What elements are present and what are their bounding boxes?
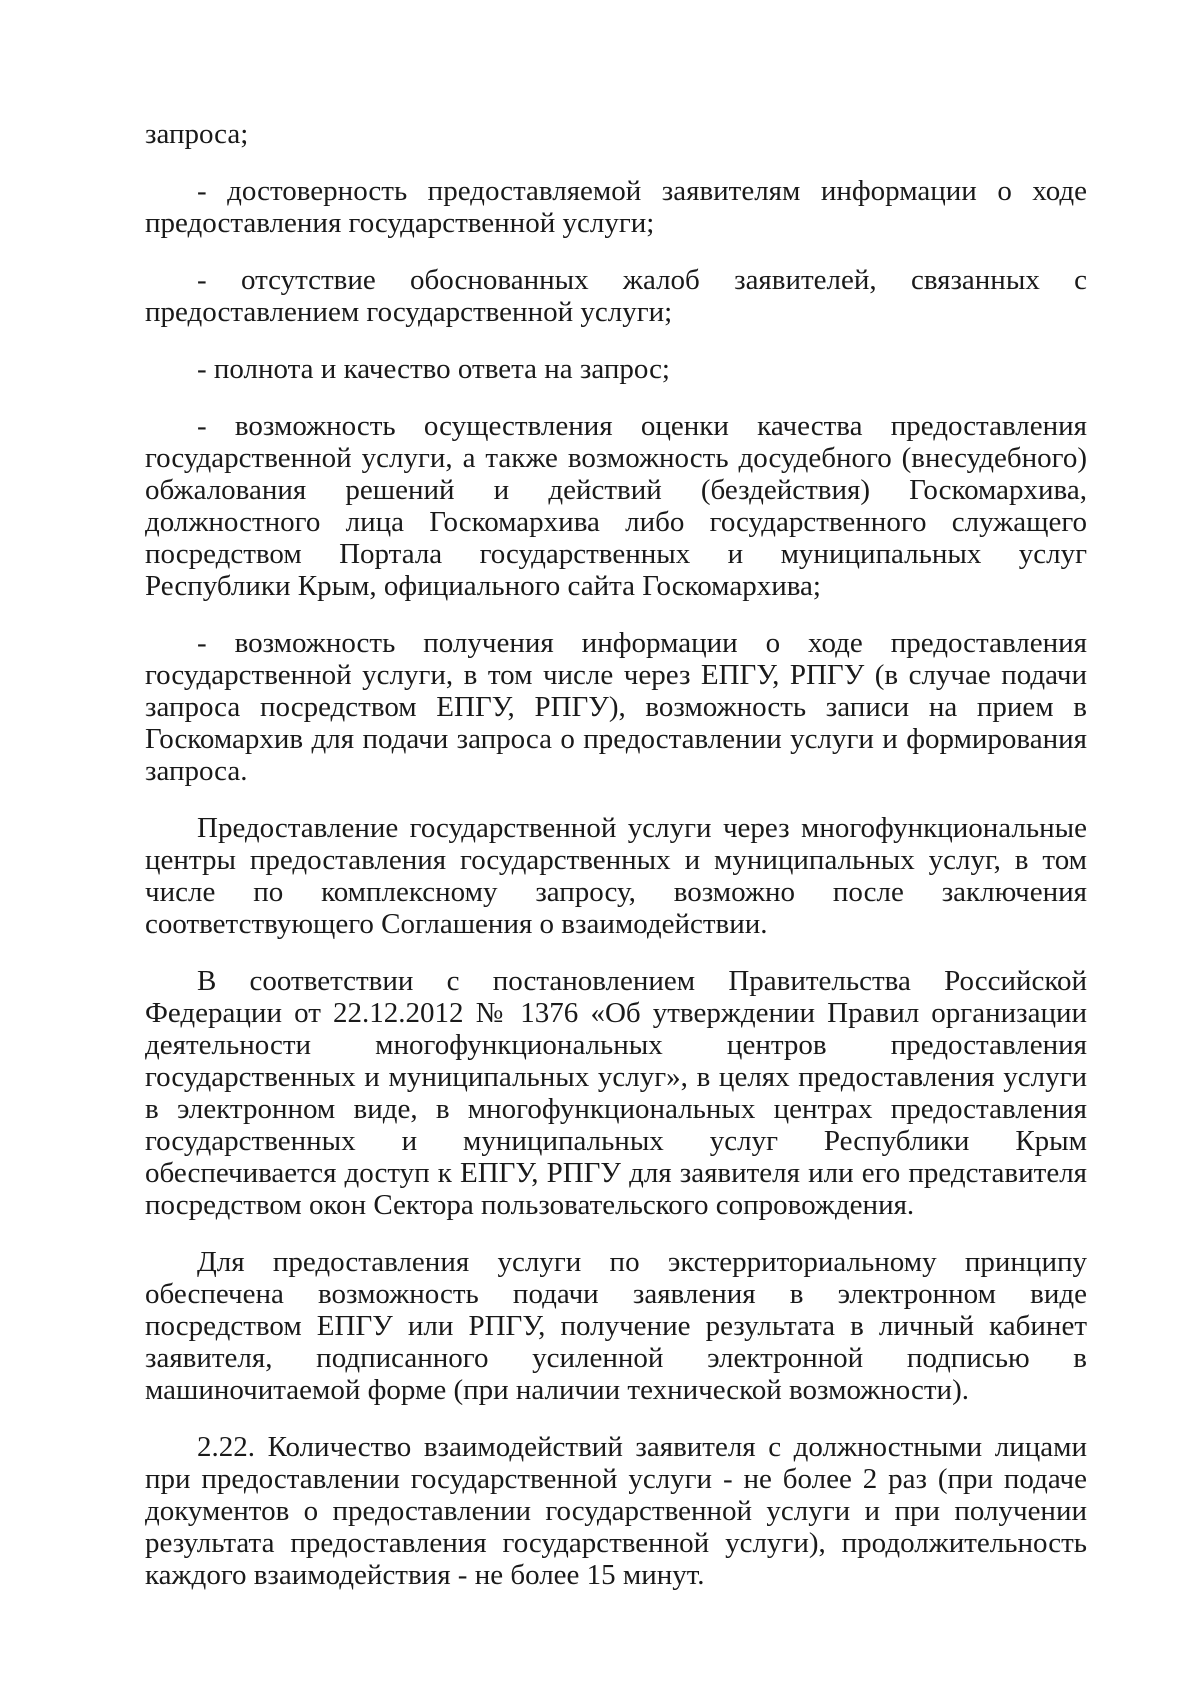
paragraph-section-2-22: 2.22. Количество взаимодействий заявителя с должностными лицами при предоставлении государственной услуги - не более 2 раз (при подаче документов о предоставлении государственной услуги и при получении результата предоставления государственной услуги), продолжительность каждого взаимодействия - не более 15 минут. [145,1431,1087,1591]
paragraph-government-decree: В соответствии с постановлением Правительства Российской Федерации от 22.12.2012 № 1376 «Об утверждении Правил организации деятельности многофункциональных центров предоставления государственных и муниципальных услуг», в целях предоставления услуги в электронном виде, в многофункциональных центрах предоставления государственных и муниципальных услуг Республики Крым обеспечивается доступ к ЕПГУ, РПГУ для заявителя или его представителя посредством окон Сектора пользовательского сопровождения. [145,965,1087,1221]
paragraph-no-complaints: - отсутствие обоснованных жалоб заявителей, связанных с предоставлением государственной услуги; [145,264,1087,328]
paragraph-progress-info: - возможность получения информации о ходе предоставления государственной услуги, в том числе через ЕПГУ, РПГУ (в случае подачи запроса посредством ЕПГУ, РПГУ), возможность записи на прием в Госкомархив для подачи запроса о предоставлении услуги и формирования запроса. [145,627,1087,787]
paragraph-quality-assessment: - возможность осуществления оценки качества предоставления государственной услуги, а также возможность досудебного (внесудебного) обжалования решений и действий (бездействия) Госкомархива, должностного лица Госкомархива либо государственного служащего посредством Портала государственных и муниципальных услуг Республики Крым, официального сайта Госкомархива; [145,410,1087,602]
paragraph-completeness: - полнота и качество ответа на запрос; [197,353,670,385]
paragraph-reliability: - достоверность предоставляемой заявителям информации о ходе предоставления государственной услуги; [145,175,1087,239]
paragraph-mfc-provision: Предоставление государственной услуги через многофункциональные центры предоставления государственных и муниципальных услуг, в том числе по комплексному запросу, возможно после заключения соответствующего Соглашения о взаимодействии. [145,812,1087,940]
paragraph-extraterritorial: Для предоставления услуги по экстерриториальному принципу обеспечена возможность подачи заявления в электронном виде посредством ЕПГУ или РПГУ, получение результата в личный кабинет заявителя, подписанного усиленной электронной подписью в машиночитаемой форме (при наличии технической возможности). [145,1246,1087,1406]
paragraph-continuation: запроса; [145,118,249,150]
document-body [145,118,1087,1616]
